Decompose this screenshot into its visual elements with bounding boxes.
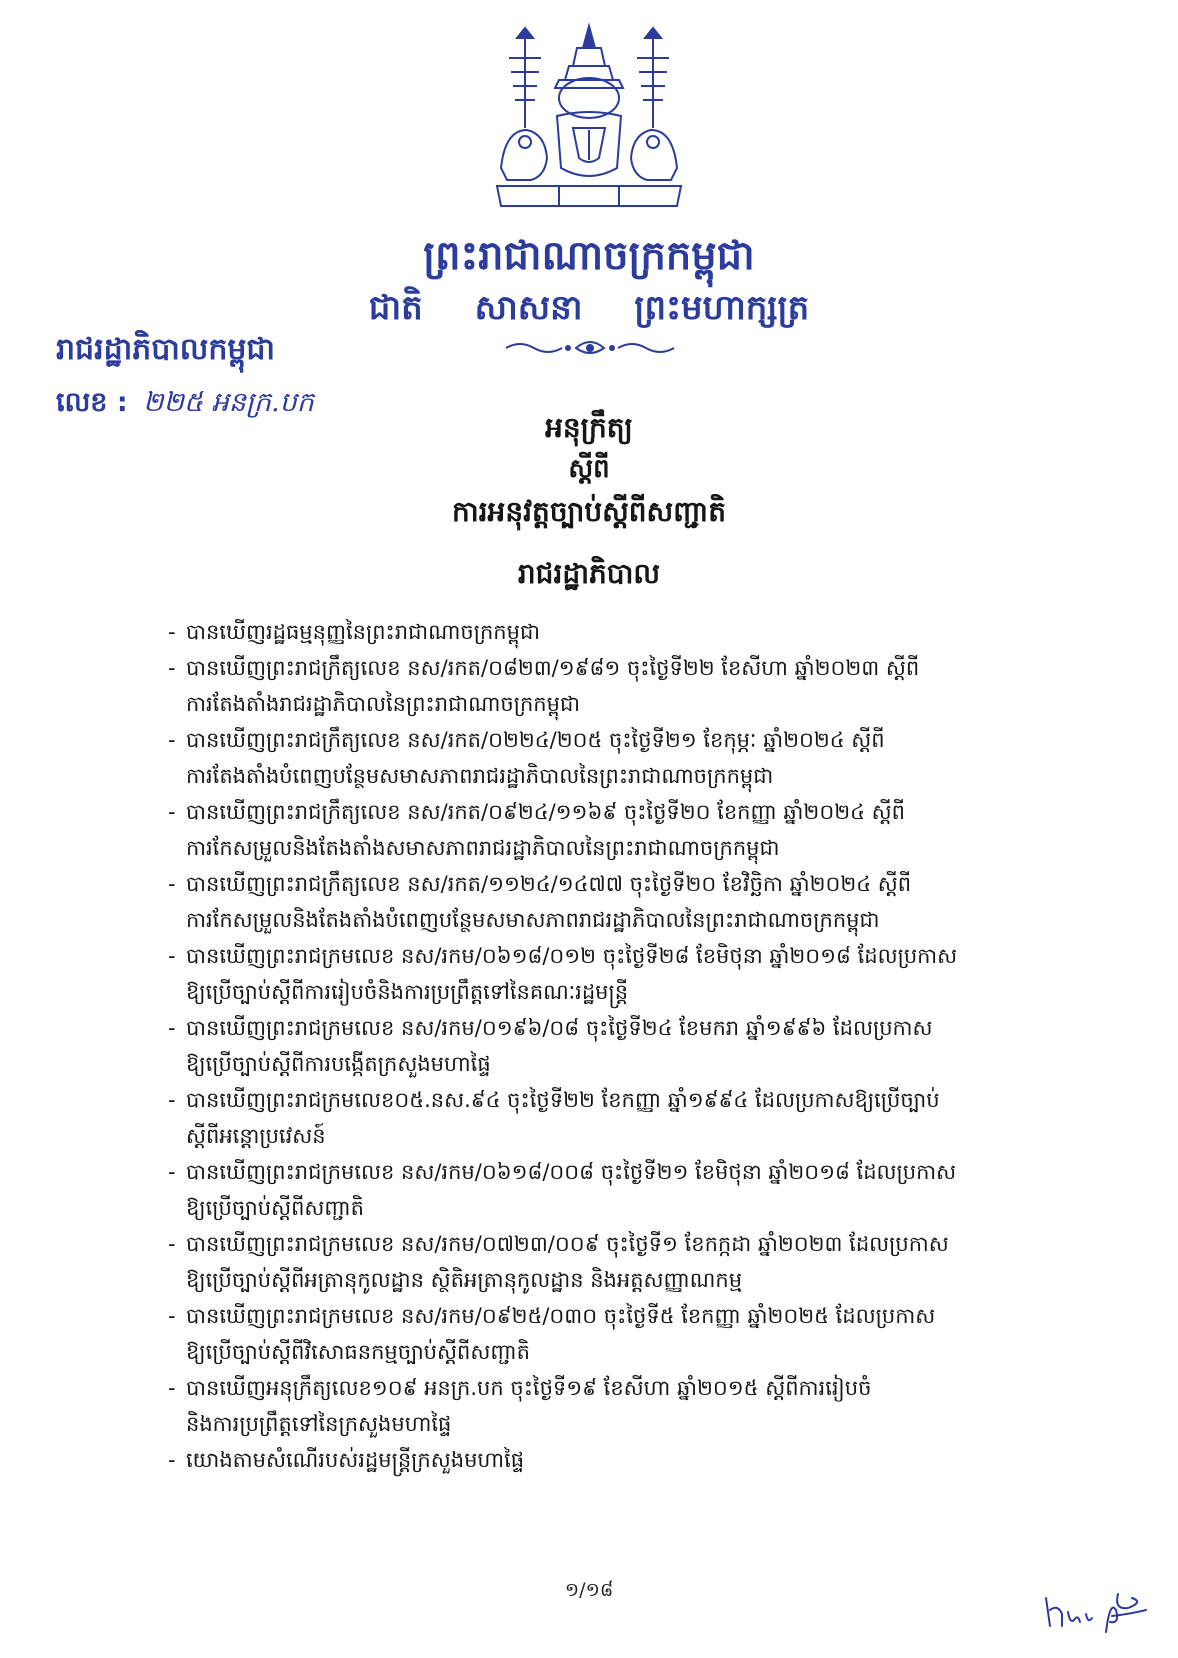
- issuing-government: រាជរដ្ឋាភិបាលកម្ពុជា: [56, 332, 275, 367]
- list-item: - បានឃើញអនុក្រឹត្យលេខ១០៩ អនក្រ.បក ចុះថ្ងៃទី១៩ ខែសីហា ឆ្នាំ២០១៥ ស្តីពីការរៀបចំ និងការប្រព្រឹត្តទៅនៃក្រសួងមហាផ្ទៃ: [168, 1370, 1118, 1442]
- motto-religion: សាសនា: [474, 288, 583, 328]
- document-issuer: រាជរដ្ឋាភិបាល: [517, 557, 661, 590]
- decorative-divider-icon: [500, 336, 680, 358]
- royal-coat-of-arms-icon: [487, 18, 691, 214]
- list-item: - បានឃើញព្រះរាជក្រមលេខ នស/រកម/០៧២៣/០០៩ ចុះថ្ងៃទី១ ខែកក្កដា ឆ្នាំ២០២៣ ដែលប្រកាស ឱ្យប្រើច្បាប់ស្តីពីអត្រានុកូលដ្ឋាន ស្ថិតិអត្រានុកូលដ្ឋាន និងអត្តសញ្ញាណកម្ម: [168, 1226, 1118, 1298]
- reference-value: ២២៥ អនក្រ.បក: [143, 387, 314, 418]
- handwritten-initials-icon: [1040, 1580, 1150, 1640]
- list-item: - បានឃើញព្រះរាជក្រមលេខ នស/រកម/០៦១៨/០០៨ ចុះថ្ងៃទី២១ ខែមិថុនា ឆ្នាំ២០១៨ ដែលប្រកាស ឱ្យប្រើច្បាប់ស្តីពីសញ្ជាតិ: [168, 1154, 1118, 1226]
- page-number: ១/១៨: [564, 1579, 614, 1601]
- list-item: - បានឃើញព្រះរាជក្រមលេខ០៥.នស.៩៤ ចុះថ្ងៃទី២២ ខែកញ្ញា ឆ្នាំ១៩៩៤ ដែលប្រកាសឱ្យប្រើច្បាប់ ស្តីពីអន្តោប្រវេសន៍: [168, 1082, 1118, 1154]
- document-about: ស្តីពី: [568, 454, 610, 484]
- list-item: - បានឃើញព្រះរាជក្រឹត្យលេខ នស/រកត/០៨២៣/១៩៨១ ចុះថ្ងៃទី២២ ខែសីហា ឆ្នាំ២០២៣ ស្តីពី ការតែងតាំងរាជរដ្ឋាភិបាលនៃព្រះរាជាណាចក្រកម្ពុជា: [168, 650, 1118, 722]
- list-item: - បានឃើញព្រះរាជក្រមលេខ នស/រកម/០១៩៦/០៨ ចុះថ្ងៃទី២៤ ខែមករា ឆ្នាំ១៩៩៦ ដែលប្រកាស ឱ្យប្រើច្បាប់ស្តីពីការបង្កើតក្រសួងមហាផ្ទៃ: [168, 1010, 1118, 1082]
- list-item: - បានឃើញព្រះរាជក្រមលេខ នស/រកម/០៩២៥/០៣០ ចុះថ្ងៃទី៥ ខែកញ្ញា ឆ្នាំ២០២៥ ដែលប្រកាស ឱ្យប្រើច្បាប់ស្តីពីវិសោធនកម្មច្បាប់ស្តីពីសញ្ជាតិ: [168, 1298, 1118, 1370]
- reference-label: លេខ :: [56, 387, 128, 418]
- list-item: - បានឃើញព្រះរាជក្រឹត្យលេខ នស/រកត/១១២៤/១៤៧៧ ចុះថ្ងៃទី២០ ខែវិច្ឆិកា ឆ្នាំ២០២៤ ស្តីពី ការកែសម្រួលនិងតែងតាំងបំពេញបន្ថែមសមាសភាពរាជរដ្ឋាភិបាលនៃព្រះរាជាណាចក្រកម្ពុជា: [168, 866, 1118, 938]
- national-motto: [0, 286, 1178, 336]
- list-item: - បានឃើញរដ្ឋធម្មនុញ្ញនៃព្រះរាជាណាចក្រកម្ពុជា: [168, 614, 1118, 650]
- list-item: - យោងតាមសំណើរបស់រដ្ឋមន្ត្រីក្រសួងមហាផ្ទៃ: [168, 1442, 1118, 1478]
- document-subject: ការអនុវត្តច្បាប់ស្តីពីសញ្ជាតិ: [452, 495, 726, 528]
- motto-nation: ជាតិ: [368, 288, 423, 328]
- list-item: - បានឃើញព្រះរាជក្រឹត្យលេខ នស/រកត/០២២៤/២០៥ ចុះថ្ងៃទី២១ ខែកុម្ភៈ ឆ្នាំ២០២៤ ស្តីពី ការតែងតាំងបំពេញបន្ថែមសមាសភាពរាជរដ្ឋាភិបាលនៃព្រះរាជាណាចក្រកម្ពុជា: [168, 722, 1118, 794]
- motto-king: ព្រះមហាក្សត្រ: [634, 288, 810, 328]
- document-type: អនុក្រឹត្យ: [545, 411, 633, 444]
- list-item: - បានឃើញព្រះរាជក្រឹត្យលេខ នស/រកត/០៩២៤/១១៦៩ ចុះថ្ងៃទី២០ ខែកញ្ញា ឆ្នាំ២០២៤ ស្តីពី ការកែសម្រួលនិងតែងតាំងសមាសភាពរាជរដ្ឋាភិបាលនៃព្រះរាជាណាចក្រកម្ពុជា: [168, 794, 1118, 866]
- list-item: - បានឃើញព្រះរាជក្រមលេខ នស/រកម/០៦១៨/០១២ ចុះថ្ងៃទី២៨ ខែមិថុនា ឆ្នាំ២០១៨ ដែលប្រកាស ឱ្យប្រើច្បាប់ស្តីពីការរៀបចំនិងការប្រព្រឹត្តទៅនៃគណៈរដ្ឋមន្ត្រី: [168, 938, 1118, 1010]
- kingdom-title: ព្រះរាជាណាចក្រកម្ពុជា: [423, 233, 755, 279]
- legal-basis-list: [168, 614, 1118, 1478]
